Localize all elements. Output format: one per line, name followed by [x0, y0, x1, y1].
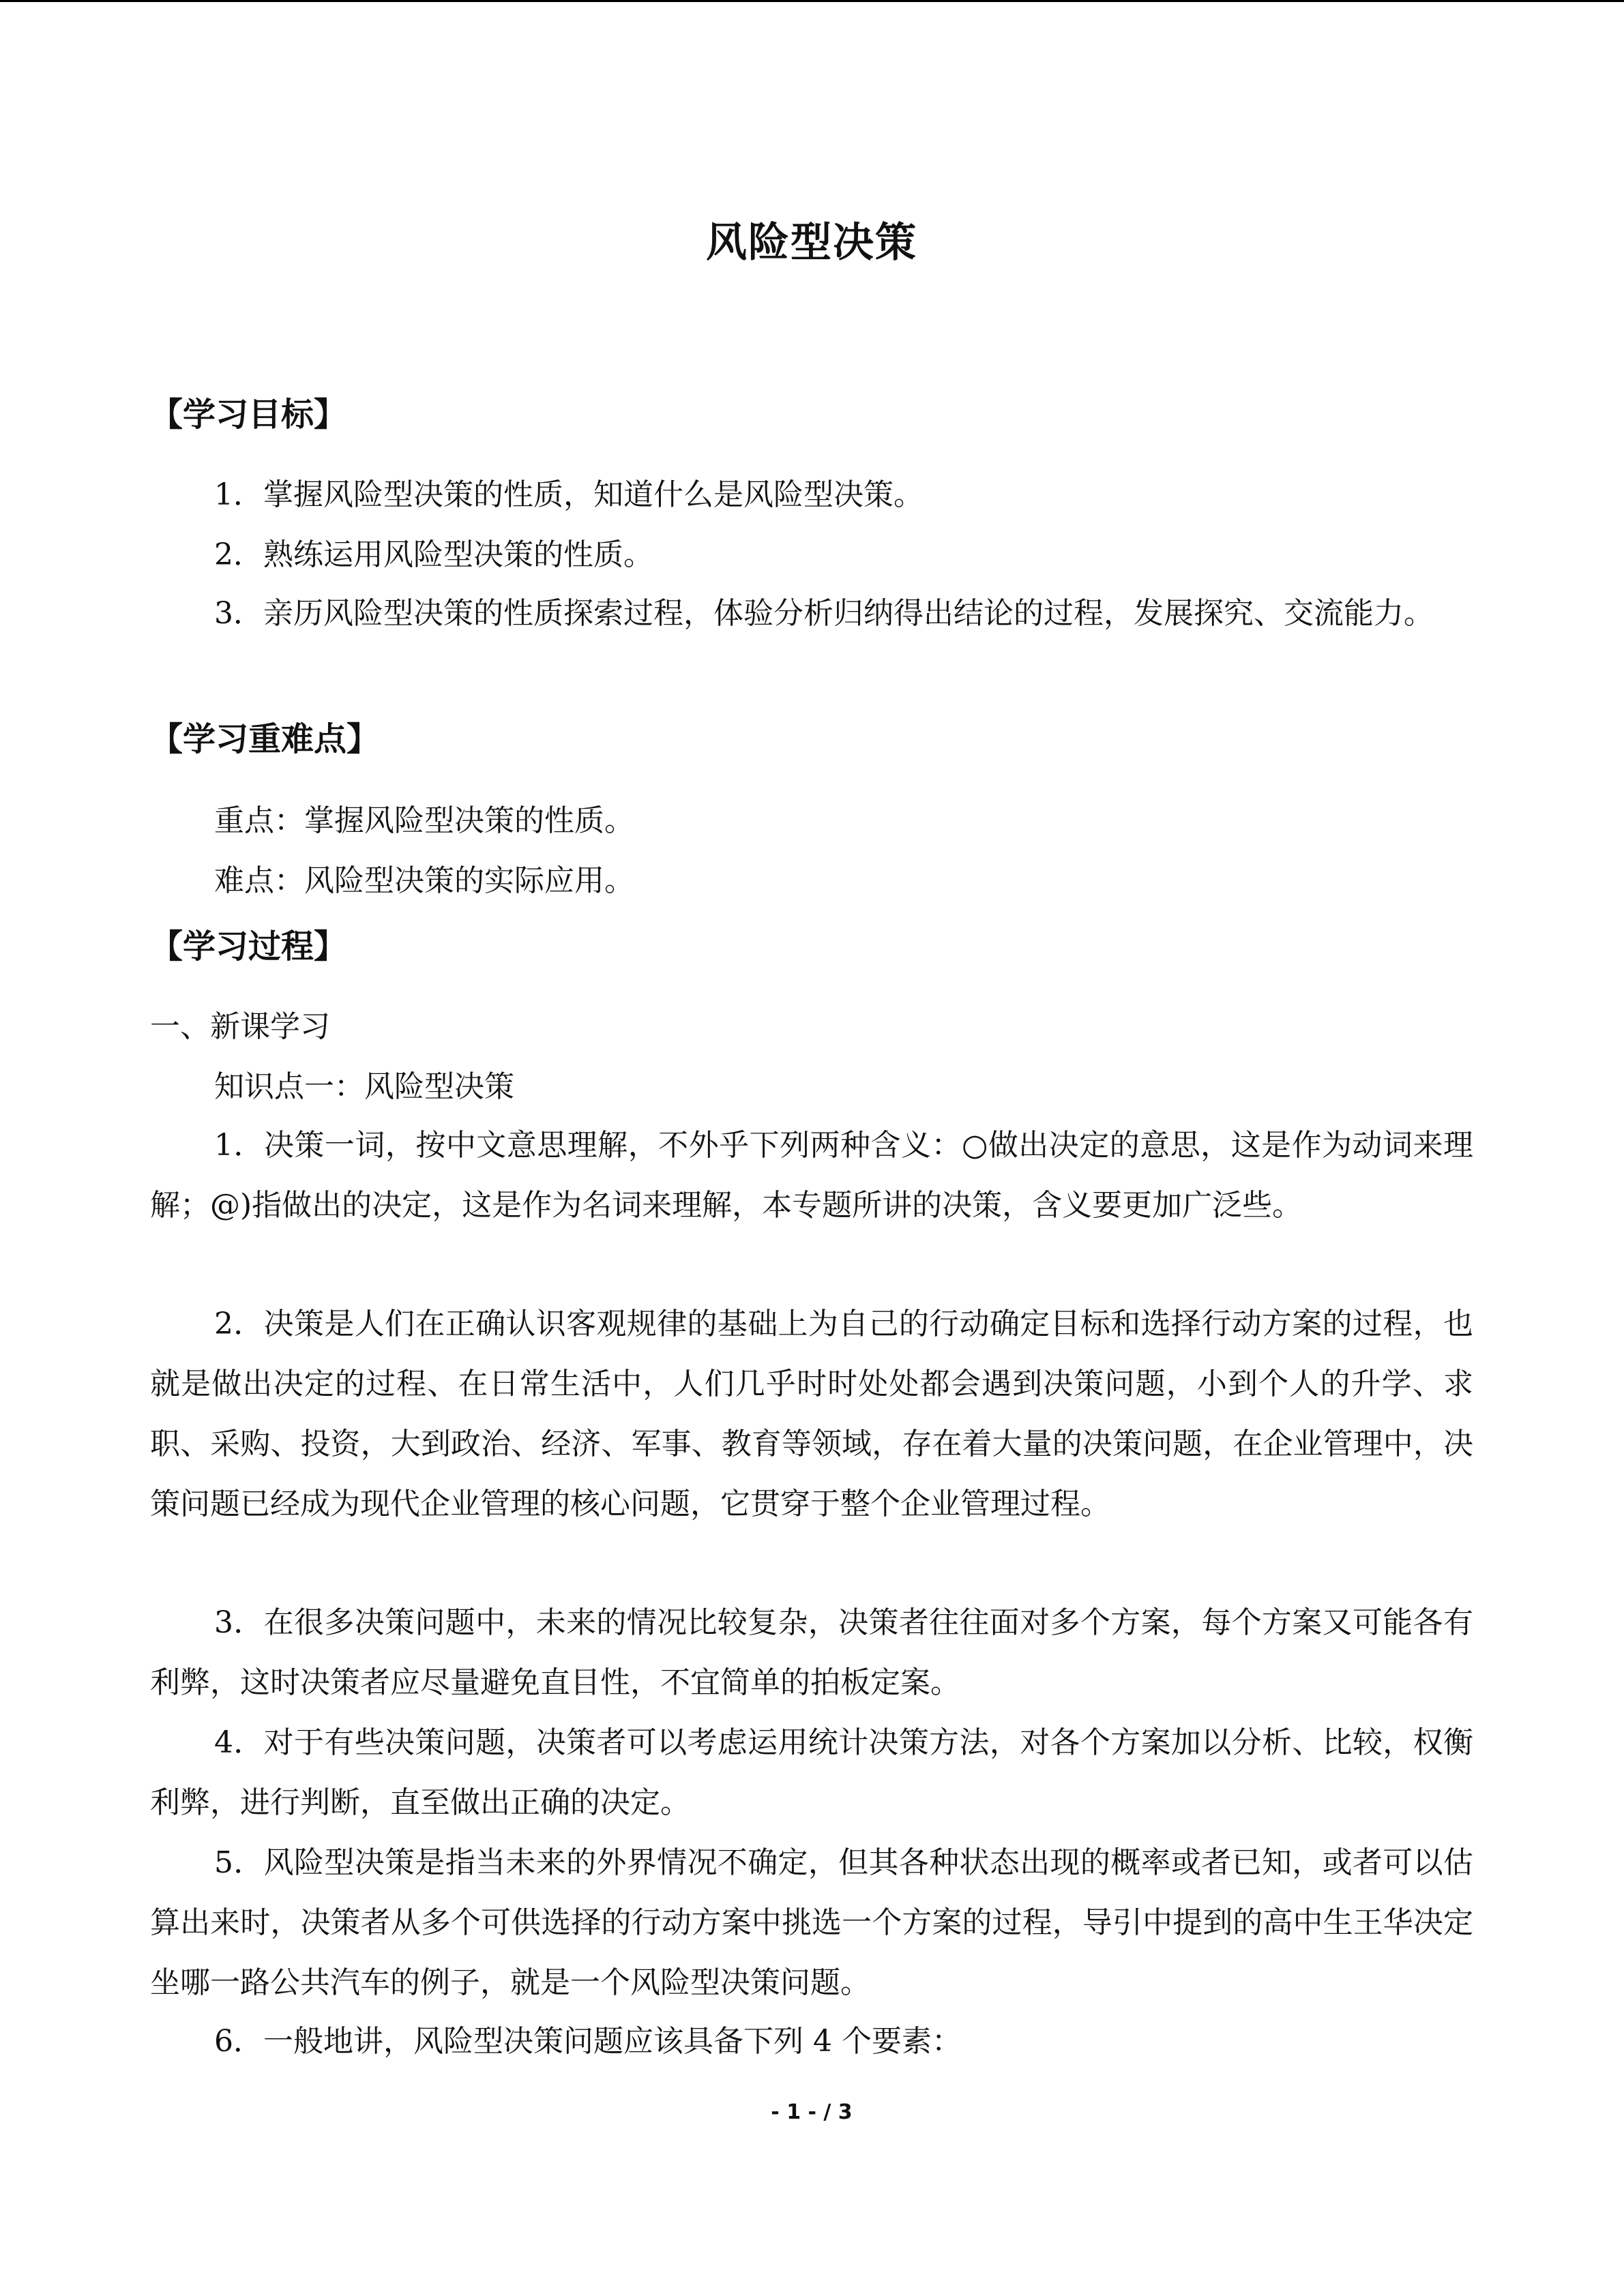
objective-item-2: 2．熟练运用风险型决策的性质。	[214, 537, 653, 572]
document-title: 风险型决策	[706, 219, 917, 267]
key-point-item-2: 难点：风险型决策的实际应用。	[214, 863, 634, 898]
process-paragraph-2: 2．决策是人们在正确认识客观规律的基础上为自己的行动确定目标和选择行动方案的过程，也就是做出决定的过程、在日常生活中，人们几乎时时处处都会遇到决策问题，小到个人的升学、求职、采购、投资，大到政治、经济、军事、教育等领域，存在着大量的决策问题，在企业管理中，决策问题已经成为现代企业管理的核心问题，它贯穿于整个企业管理过程。	[150, 1307, 1473, 1521]
process-paragraph-6: 6．一般地讲，风险型决策问题应该具备下列 4 个要素：	[214, 2024, 962, 2059]
objective-item-3: 3．亲历风险型决策的性质探索过程，体验分析归纳得出结论的过程，发展探究、交流能力。	[214, 596, 1434, 631]
page-number: - 1 - / 3	[771, 2100, 853, 2124]
document-page	[150, 0, 1473, 2296]
part-title: 一、新课学习	[150, 1009, 330, 1044]
process-paragraph-4: 4．对于有些决策问题，决策者可以考虑运用统计决策方法，对各个方案加以分析、比较，权衡利弊，进行判断，直至做出正确的决定。	[150, 1725, 1473, 1820]
section-heading-objectives: 【学习目标】	[150, 396, 347, 434]
process-paragraph-5: 5．风险型决策是指当未来的外界情况不确定，但其各种状态出现的概率或者已知，或者可以估算出来时，决策者从多个可供选择的行动方案中挑选一个方案的过程，导引中提到的高中生王华决定坐哪一路公共汽车的例子，就是一个风险型决策问题。	[150, 1845, 1473, 2000]
knowledge-point-title: 知识点一：风险型决策	[214, 1069, 514, 1104]
section-heading-process: 【学习过程】	[150, 927, 347, 966]
key-point-item-1: 重点：掌握风险型决策的性质。	[214, 803, 634, 838]
process-paragraph-1: 1．决策一词，按中文意思理解，不外乎下列两种含义：○做出决定的意思，这是作为动词来理解；@)指做出的决定，这是作为名词来理解，本专题所讲的决策，含义要更加广泛些。	[150, 1128, 1473, 1223]
process-paragraph-3: 3．在很多决策问题中，未来的情况比较复杂，决策者往往面对多个方案，每个方案又可能各有利弊，这时决策者应尽量避免直目性，不宜简单的拍板定案。	[150, 1605, 1473, 1700]
section-heading-key-points: 【学习重难点】	[150, 720, 380, 758]
objective-item-1: 1．掌握风险型决策的性质，知道什么是风险型决策。	[214, 477, 924, 512]
